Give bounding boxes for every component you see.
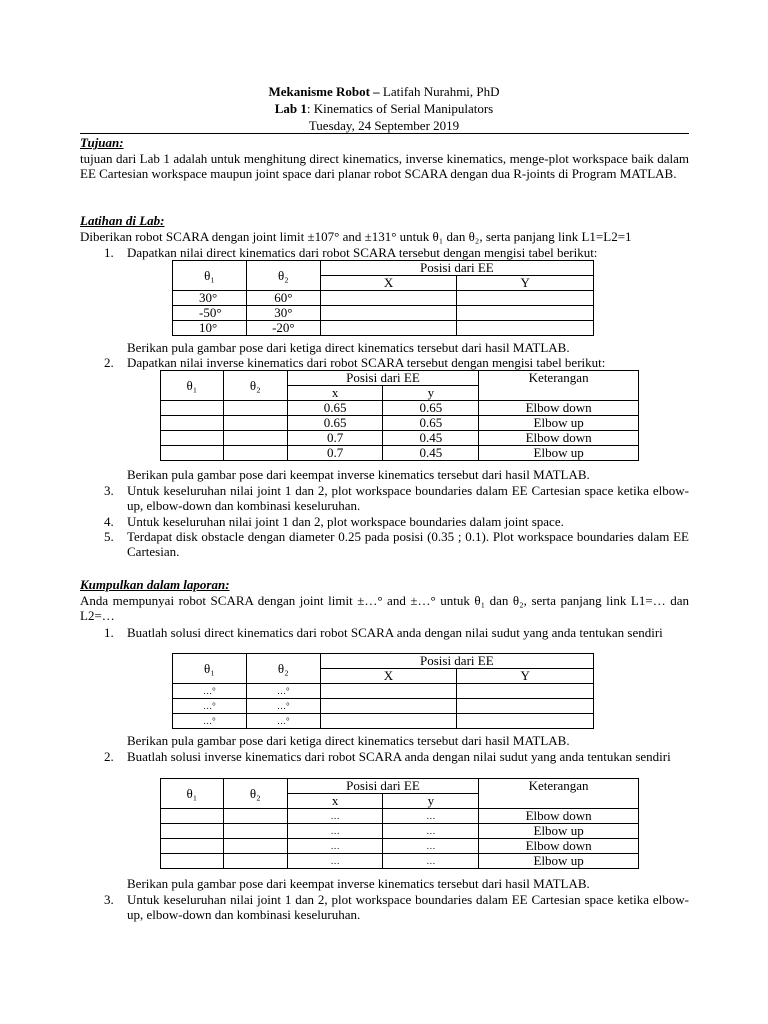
kumpulkan-item-1: Buatlah solusi direct kinematics dari robot SCARA anda dengan nilai sudut yang anda tentukan sendiri (127, 625, 663, 640)
header-y: Y (457, 669, 594, 684)
latihan-item-2: Dapatkan nilai inverse kinematics dari robot SCARA tersebut dengan mengisi tabel berikut: (127, 355, 606, 370)
cell-keterangan: Elbow down (479, 401, 639, 416)
header-keterangan: Keterangan (479, 371, 639, 401)
cell-theta2[interactable] (223, 446, 287, 461)
latihan-intro: Diberikan robot SCARA dengan joint limit ±107° and ±131° untuk θ₁ dan θ₂, serta panjang link L1=L2=1 (80, 229, 632, 244)
table-inverse-kinematics-report (160, 778, 639, 869)
table-row (173, 684, 594, 699)
cell-keterangan: Elbow up (479, 824, 639, 839)
latihan-item-3: Untuk keseluruhan nilai joint 1 dan 2, plot workspace boundaries dalam EE Cartesian space ketika elbow-up, elbow-down dan kombinasi keseluruhan. (127, 483, 689, 513)
cell-theta1[interactable]: …° (173, 684, 247, 699)
table-row (173, 321, 594, 336)
header-theta2: θ₂ (246, 261, 320, 291)
cell-keterangan: Elbow up (479, 416, 639, 431)
cell-theta1: 10° (173, 321, 247, 336)
cell-y[interactable] (457, 306, 594, 321)
kumpulkan-note-2: Berikan pula gambar pose dari keempat inverse kinematics tersebut dari hasil MATLAB. (127, 876, 590, 891)
cell-keterangan: Elbow down (479, 431, 639, 446)
table-row (161, 431, 639, 446)
header-posisi: Posisi dari EE (320, 261, 593, 276)
cell-theta2[interactable] (223, 824, 287, 839)
cell-keterangan: Elbow down (479, 839, 639, 854)
header-posisi: Posisi dari EE (287, 371, 479, 386)
header-y: Y (457, 276, 594, 291)
cell-y[interactable] (457, 684, 594, 699)
cell-keterangan: Elbow down (479, 809, 639, 824)
header-x: X (320, 669, 457, 684)
tujuan-text: tujuan dari Lab 1 adalah untuk menghitung direct kinematics, inverse kinematics, menge-plot workspace baik dalam EE Cartesian workspace maupun joint space dari planar robot SCARA dengan dua R-joints di Program MATLAB. (80, 151, 689, 181)
cell-y[interactable]: … (383, 854, 479, 869)
header-x: x (287, 794, 383, 809)
cell-theta2[interactable] (223, 431, 287, 446)
list-number: 1. (104, 625, 114, 640)
cell-x[interactable] (320, 321, 457, 336)
cell-y[interactable] (457, 714, 594, 729)
header-divider (80, 133, 689, 134)
cell-x[interactable] (320, 714, 457, 729)
cell-x: 0.65 (287, 416, 383, 431)
cell-theta2[interactable] (223, 854, 287, 869)
list-number: 2. (104, 355, 114, 370)
table-row (173, 714, 594, 729)
table-row (161, 809, 639, 824)
cell-y[interactable]: … (383, 839, 479, 854)
latihan-note-1: Berikan pula gambar pose dari ketiga direct kinematics tersebut dari hasil MATLAB. (127, 340, 570, 355)
kumpulkan-item-3: Untuk keseluruhan nilai joint 1 dan 2, plot workspace boundaries dalam EE Cartesian space ketika elbow-up, elbow-down dan kombinasi keseluruhan. (127, 892, 689, 922)
table-row (161, 401, 639, 416)
table-row (161, 416, 639, 431)
latihan-note-2: Berikan pula gambar pose dari keempat inverse kinematics tersebut dari hasil MATLAB. (127, 467, 590, 482)
cell-x[interactable] (320, 291, 457, 306)
kumpulkan-heading: Kumpulkan dalam laporan: (80, 577, 230, 592)
cell-x[interactable]: … (287, 839, 383, 854)
cell-x[interactable] (320, 699, 457, 714)
lecturer-name: Latifah Nurahmi, PhD (379, 84, 500, 99)
list-number: 4. (104, 514, 114, 529)
list-number: 5. (104, 529, 114, 544)
header-theta2: θ₂ (246, 654, 320, 684)
lab-date: Tuesday, 24 September 2019 (308, 118, 460, 133)
cell-x[interactable]: … (287, 824, 383, 839)
kumpulkan-item-2: Buatlah solusi inverse kinematics dari robot SCARA anda dengan nilai sudut yang anda tentukan sendiri (127, 749, 671, 764)
cell-theta1[interactable] (161, 401, 224, 416)
header-theta1: θ₁ (173, 261, 247, 291)
header-x: X (320, 276, 457, 291)
cell-y[interactable]: … (383, 809, 479, 824)
cell-theta2[interactable]: …° (246, 684, 320, 699)
cell-y[interactable] (457, 699, 594, 714)
table-row (173, 291, 594, 306)
cell-y[interactable] (457, 321, 594, 336)
cell-theta1[interactable] (161, 809, 224, 824)
kumpulkan-note-1: Berikan pula gambar pose dari ketiga direct kinematics tersebut dari hasil MATLAB. (127, 733, 570, 748)
cell-theta1[interactable] (161, 416, 224, 431)
cell-theta1[interactable] (161, 446, 224, 461)
cell-theta1[interactable] (161, 431, 224, 446)
latihan-heading: Latihan di Lab: (80, 213, 165, 228)
header-posisi: Posisi dari EE (320, 654, 593, 669)
cell-x[interactable]: … (287, 854, 383, 869)
table-row (161, 854, 639, 869)
table-row (161, 839, 639, 854)
cell-theta1[interactable]: …° (173, 699, 247, 714)
table-direct-kinematics-lab (172, 260, 594, 336)
cell-theta1[interactable] (161, 824, 224, 839)
cell-theta1[interactable] (161, 839, 224, 854)
cell-y: 0.45 (383, 431, 479, 446)
lab-number: Lab 1 (274, 101, 307, 116)
cell-y: 0.65 (383, 401, 479, 416)
cell-theta2: -20° (246, 321, 320, 336)
cell-theta1[interactable] (161, 854, 224, 869)
header-theta1: θ₁ (161, 371, 224, 401)
cell-y[interactable]: … (383, 824, 479, 839)
header-posisi: Posisi dari EE (287, 779, 479, 794)
header-theta1: θ₁ (173, 654, 247, 684)
header-theta2: θ₂ (223, 779, 287, 809)
cell-theta2[interactable]: …° (246, 699, 320, 714)
cell-x[interactable] (320, 684, 457, 699)
lab-topic: : Kinematics of Serial Manipulators (306, 101, 494, 116)
lab-title (0, 101, 768, 116)
header-theta1: θ₁ (161, 779, 224, 809)
header-keterangan: Keterangan (479, 779, 639, 809)
latihan-item-5: Terdapat disk obstacle dengan diameter 0.25 pada posisi (0.35 ; 0.1). Plot workspace boundaries dalam EE Cartesian. (127, 529, 689, 559)
table-row (173, 306, 594, 321)
cell-theta1: -50° (173, 306, 247, 321)
cell-x[interactable]: … (287, 809, 383, 824)
list-number: 3. (104, 892, 114, 907)
cell-y[interactable] (457, 291, 594, 306)
cell-theta1: 30° (173, 291, 247, 306)
course-name: Mekanisme Robot – (268, 84, 380, 99)
list-number: 1. (104, 245, 114, 260)
cell-theta2[interactable] (223, 416, 287, 431)
document-title (0, 84, 768, 99)
table-direct-kinematics-report (172, 653, 594, 729)
header-y: y (383, 794, 479, 809)
cell-y: 0.45 (383, 446, 479, 461)
cell-theta2[interactable] (223, 401, 287, 416)
cell-keterangan: Elbow up (479, 446, 639, 461)
table-inverse-kinematics-lab (160, 370, 639, 461)
cell-theta2[interactable] (223, 839, 287, 854)
table-row (161, 824, 639, 839)
cell-x: 0.65 (287, 401, 383, 416)
header-x: x (287, 386, 383, 401)
latihan-item-4: Untuk keseluruhan nilai joint 1 dan 2, plot workspace boundaries dalam joint space. (127, 514, 564, 529)
tujuan-heading: Tujuan: (80, 135, 124, 150)
header-y: y (383, 386, 479, 401)
cell-theta2: 60° (246, 291, 320, 306)
cell-theta2[interactable] (223, 809, 287, 824)
kumpulkan-intro: Anda mempunyai robot SCARA dengan joint limit ±…° and ±…° untuk θ₁ dan θ₂, serta panjang link L1=… dan L2=… (80, 593, 689, 623)
cell-keterangan: Elbow up (479, 854, 639, 869)
list-number: 3. (104, 483, 114, 498)
cell-theta1[interactable]: …° (173, 714, 247, 729)
table-row (161, 446, 639, 461)
header-theta2: θ₂ (223, 371, 287, 401)
table-row (173, 699, 594, 714)
latihan-item-1: Dapatkan nilai direct kinematics dari robot SCARA tersebut dengan mengisi tabel berikut: (127, 245, 598, 260)
list-number: 2. (104, 749, 114, 764)
cell-theta2[interactable]: …° (246, 714, 320, 729)
cell-x[interactable] (320, 306, 457, 321)
cell-theta2: 30° (246, 306, 320, 321)
cell-x: 0.7 (287, 446, 383, 461)
cell-y: 0.65 (383, 416, 479, 431)
cell-x: 0.7 (287, 431, 383, 446)
